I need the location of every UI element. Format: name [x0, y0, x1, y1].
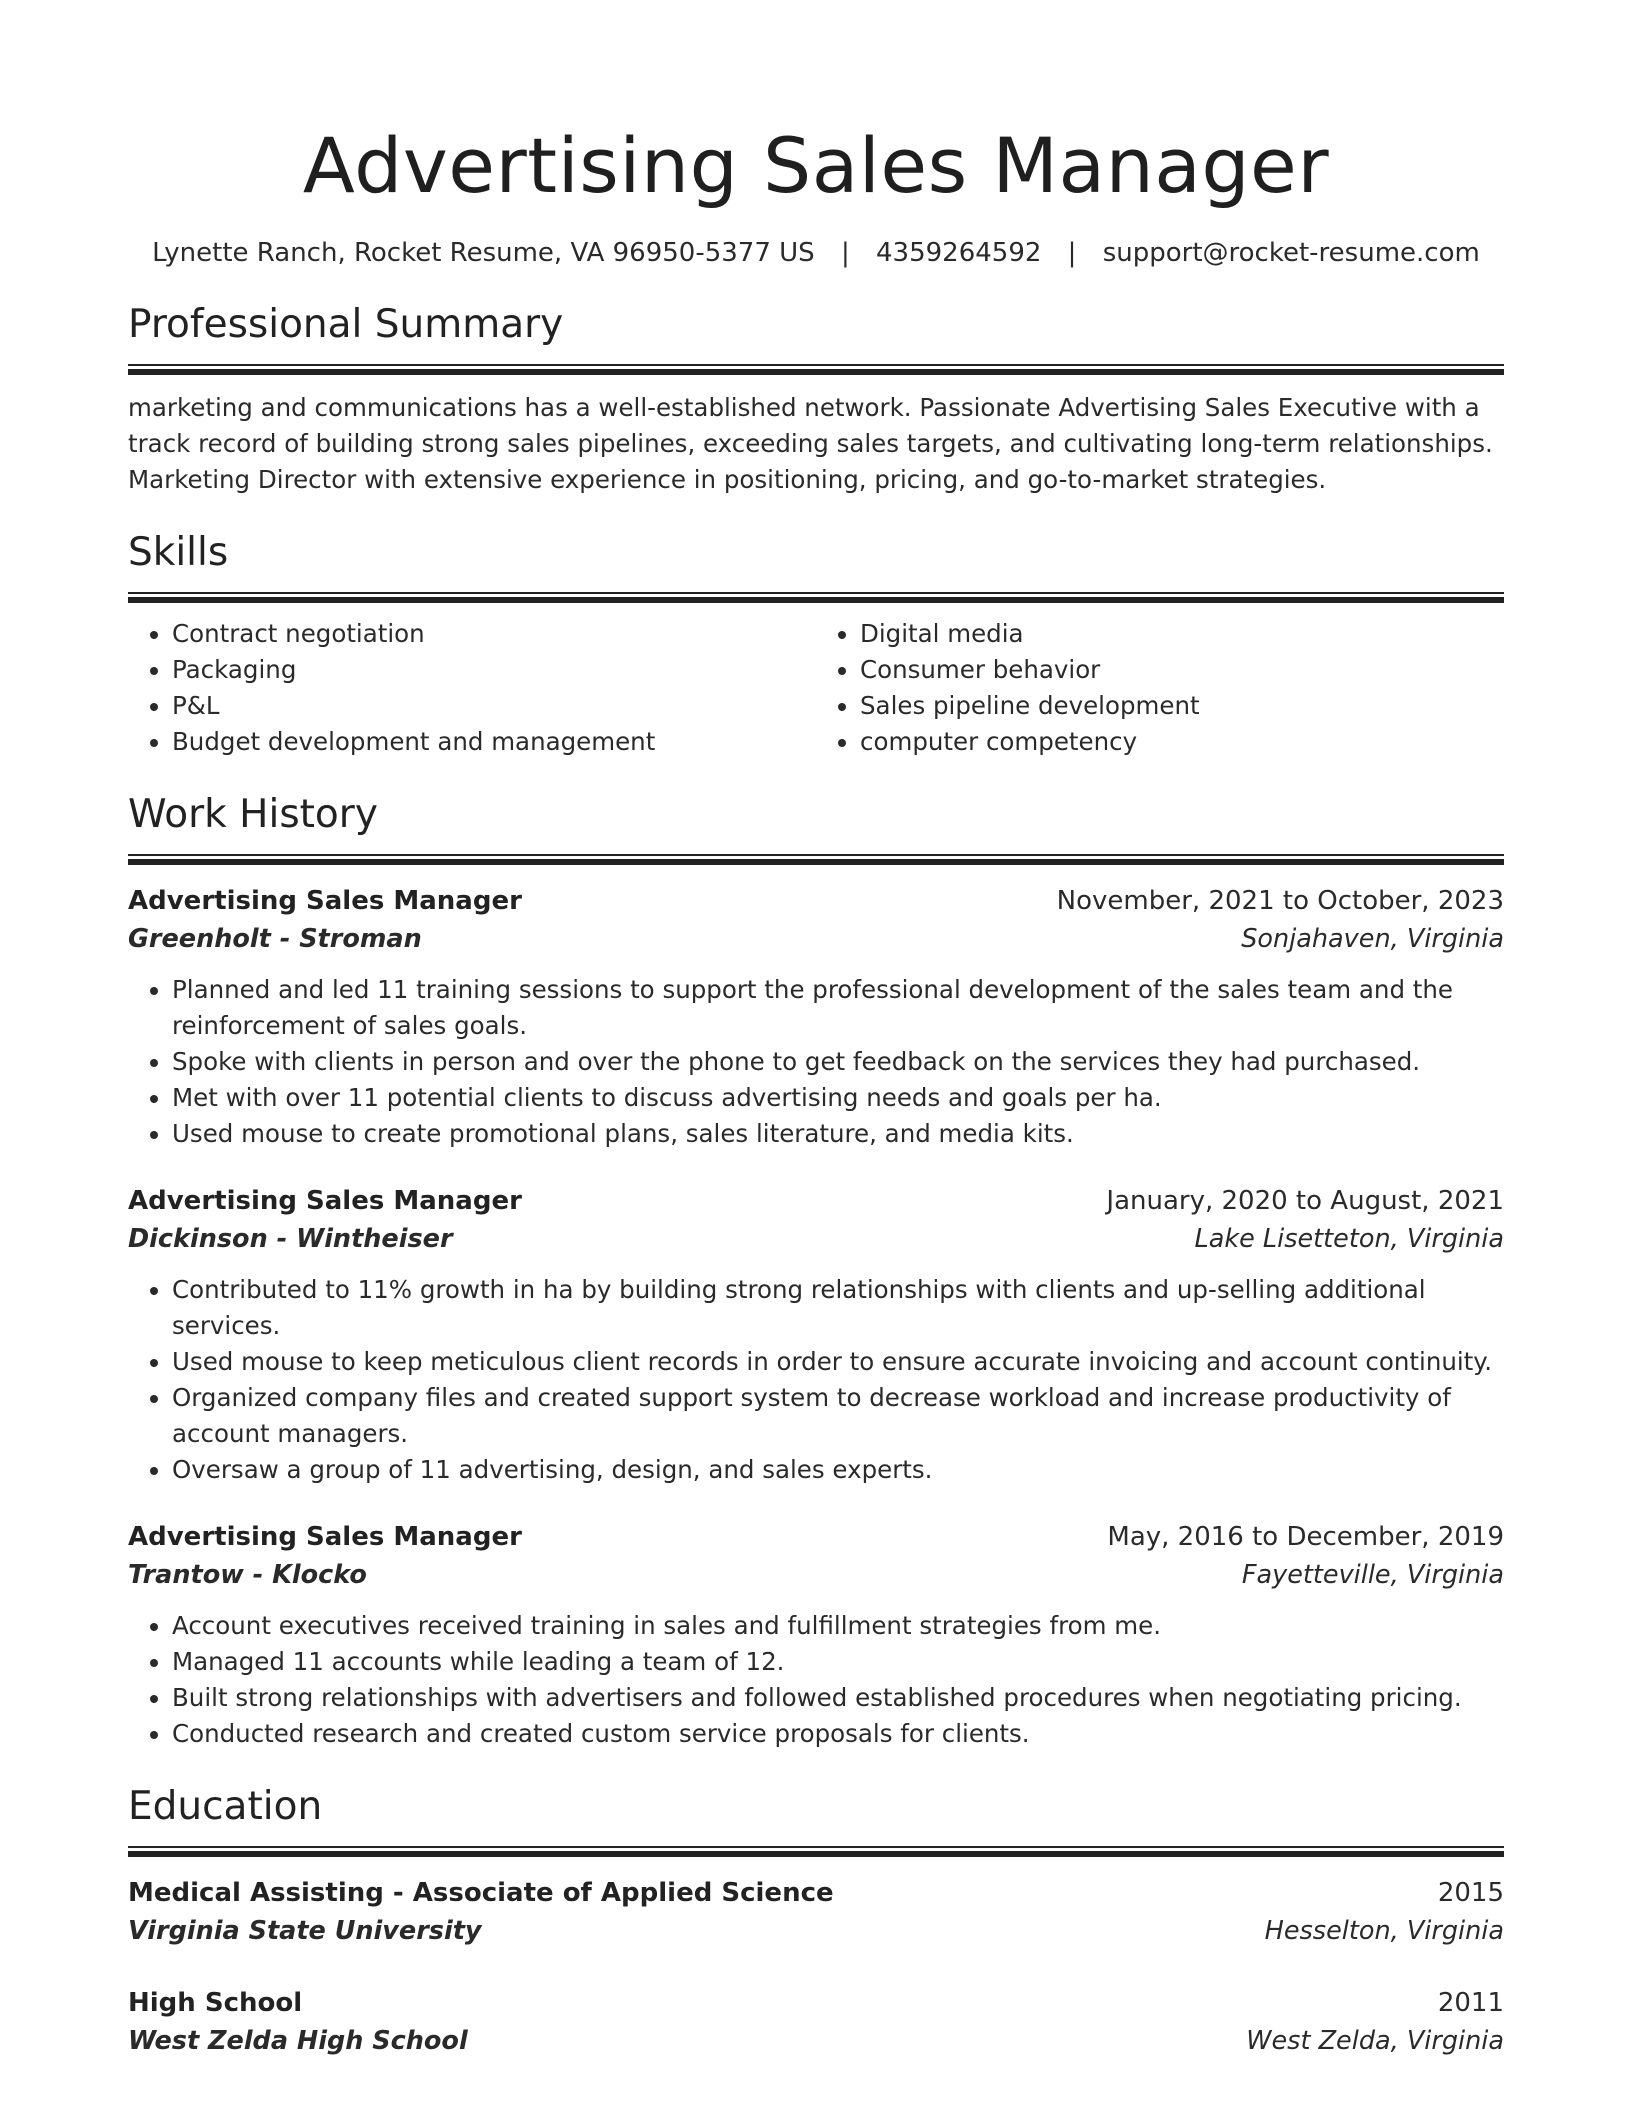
skill-item: • computer competency: [860, 724, 1504, 760]
education-entry: [128, 1984, 1504, 2060]
education-school: Virginia State University: [128, 1916, 482, 1946]
skill-item: • Budget development and management: [172, 724, 816, 760]
job-bullet: • Conducted research and created custom service proposals for clients.: [172, 1716, 1504, 1752]
job-bullet: • Oversaw a group of 11 advertising, design, and sales experts.: [172, 1452, 1504, 1488]
job-bullets: [128, 1608, 1504, 1752]
job-bullet: • Met with over 11 potential clients to discuss advertising needs and goals per ha.: [172, 1080, 1504, 1116]
job-title: Advertising Sales Manager: [128, 1186, 522, 1216]
section-heading: Skills: [128, 530, 229, 575]
job-bullet: • Used mouse to keep meticulous client records in order to ensure accurate invoicing and account continuity.: [172, 1344, 1504, 1380]
section-divider: [128, 592, 1504, 602]
job-location: Sonjahaven, Virginia: [1241, 924, 1504, 954]
section-divider: [128, 364, 1504, 374]
summary-text: marketing and communications has a well-established network. Passionate Advertising Sales Executive with a track record of building strong sales pipelines, exceeding sales targets, and cultivating long-term relationships. Marketing Director with extensive experience in positioning, pricing, and go-to-market strategies.: [128, 393, 1493, 494]
section-education: [128, 1782, 1504, 2060]
job-header-row: [128, 882, 1504, 920]
education-degree: High School: [128, 1988, 303, 2018]
education-header-row: [128, 1874, 1504, 1912]
skill-item: • Consumer behavior: [860, 652, 1504, 688]
section-professional-summary: [128, 300, 1504, 498]
education-school: West Zelda High School: [128, 2026, 468, 2056]
skill-item: • Digital media: [860, 616, 1504, 652]
job-company: Dickinson - Wintheiser: [128, 1224, 453, 1254]
job-bullet: • Organized company files and created support system to decrease workload and increase productivity of account managers.: [172, 1380, 1504, 1452]
job-bullets: [128, 972, 1504, 1152]
section-skills: [128, 528, 1504, 760]
job-location: Fayetteville, Virginia: [1241, 1560, 1504, 1590]
job-bullet: • Built strong relationships with advertisers and followed established procedures when negotiating pricing.: [172, 1680, 1504, 1716]
job-entry: [128, 1182, 1504, 1488]
job-bullet: • Planned and led 11 training sessions to support the professional development of the sales team and the reinforcement of sales goals.: [172, 972, 1504, 1044]
job-entry: [128, 882, 1504, 1152]
job-company: Trantow - Klocko: [128, 1560, 367, 1590]
job-header-row: [128, 1518, 1504, 1556]
education-year: 2015: [1437, 1878, 1504, 1908]
education-school-row: [128, 2022, 1504, 2060]
resume-title: Advertising Sales Manager: [302, 121, 1330, 210]
contact-address: Lynette Ranch, Rocket Resume, VA 96950-5377 US: [152, 238, 815, 268]
job-dates: November, 2021 to October, 2023: [1056, 886, 1504, 916]
education-header-row: [128, 1984, 1504, 2022]
job-location: Lake Lisetteton, Virginia: [1194, 1224, 1504, 1254]
contact-email: support@rocket-resume.com: [1102, 238, 1480, 268]
education-school-row: [128, 1912, 1504, 1950]
contact-phone: 4359264592: [875, 238, 1042, 268]
job-bullet: • Contributed to 11% growth in ha by building strong relationships with clients and up-selling additional services.: [172, 1272, 1504, 1344]
job-company-row: [128, 920, 1504, 958]
contact-line: [128, 236, 1504, 270]
job-header-row: [128, 1182, 1504, 1220]
contact-separator: |: [840, 238, 850, 268]
job-entry: [128, 1518, 1504, 1752]
skill-item: • Contract negotiation: [172, 616, 816, 652]
job-bullet: • Account executives received training in sales and fulfillment strategies from me.: [172, 1608, 1504, 1644]
education-location: Hesselton, Virginia: [1264, 1916, 1504, 1946]
education-entry: [128, 1874, 1504, 1950]
job-title: Advertising Sales Manager: [128, 886, 522, 916]
education-degree: Medical Assisting - Associate of Applied Science: [128, 1878, 834, 1908]
education-year: 2011: [1437, 1988, 1504, 2018]
job-company-row: [128, 1556, 1504, 1594]
skills-columns: [128, 616, 1504, 760]
job-dates: May, 2016 to December, 2019: [1107, 1522, 1504, 1552]
job-dates: January, 2020 to August, 2021: [1106, 1186, 1504, 1216]
skills-list-left: [128, 616, 816, 760]
contact-separator: |: [1067, 238, 1077, 268]
job-bullets: [128, 1272, 1504, 1488]
skill-item: • P&L: [172, 688, 816, 724]
job-company-row: [128, 1220, 1504, 1258]
job-title: Advertising Sales Manager: [128, 1522, 522, 1552]
job-bullet: • Used mouse to create promotional plans, sales literature, and media kits.: [172, 1116, 1504, 1152]
job-company: Greenholt - Stroman: [128, 924, 422, 954]
section-heading: Work History: [128, 792, 378, 837]
section-heading: Education: [128, 1784, 323, 1829]
section-work-history: [128, 790, 1504, 1752]
education-location: West Zelda, Virginia: [1246, 2026, 1504, 2056]
job-bullet: • Spoke with clients in person and over the phone to get feedback on the services they had purchased.: [172, 1044, 1504, 1080]
skills-list-right: [816, 616, 1504, 760]
skill-item: • Sales pipeline development: [860, 688, 1504, 724]
skill-item: • Packaging: [172, 652, 816, 688]
section-heading: Professional Summary: [128, 302, 564, 347]
section-divider: [128, 854, 1504, 864]
section-divider: [128, 1846, 1504, 1856]
job-bullet: • Managed 11 accounts while leading a team of 12.: [172, 1644, 1504, 1680]
